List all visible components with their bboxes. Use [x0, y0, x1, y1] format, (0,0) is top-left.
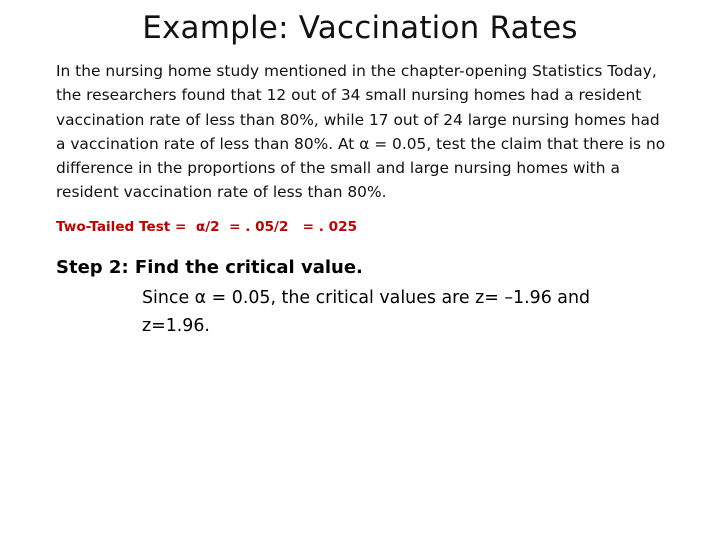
two-tailed-test-note: Two-Tailed Test = α/2 = . 05/2 = . 025 [56, 219, 358, 235]
problem-statement: In the nursing home study mentioned in the chapter-opening Statistics Today, the researchers found that 12 out of 34 small nursing homes had a resident vaccination rate of less than 80%, while 17 out of 24 large nursing homes had a vaccination rate of less than 80%. At α = 0.05, test the claim that there is no difference in the proportions of the small and large nursing homes with a resident vaccination rate of less than 80%. [56, 62, 666, 202]
step-body: Since α = 0.05, the critical values are z= –1.96 and z=1.96. [142, 288, 591, 336]
slide-title: Example: Vaccination Rates [142, 10, 578, 46]
step-heading: Step 2: Find the critical value. [56, 257, 363, 278]
